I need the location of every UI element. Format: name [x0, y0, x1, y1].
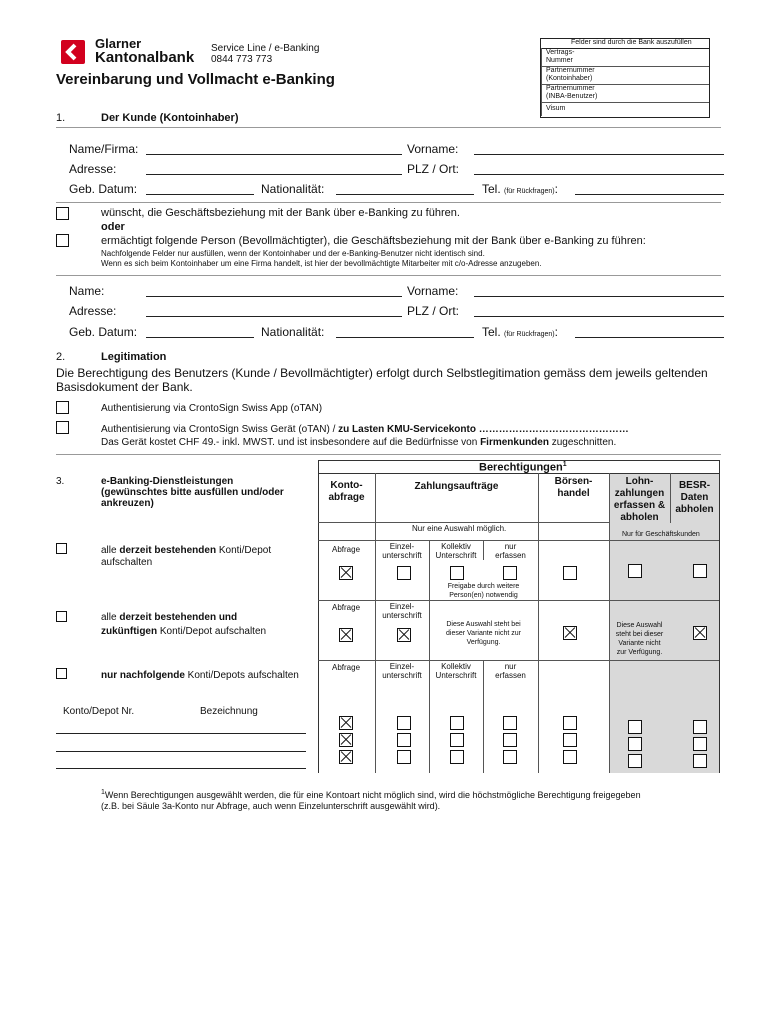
auth-app-text: Authentisierung via CrontoSign Swiss App (oTAN): [101, 403, 323, 414]
opt-current-checkbox[interactable]: [56, 543, 67, 554]
bank-logo: [59, 36, 219, 70]
opt-following-checkbox[interactable]: [56, 668, 67, 679]
proxy-adresse-field[interactable]: [146, 316, 402, 317]
row1-besr-checkbox[interactable]: [693, 564, 707, 578]
bank-box-heading: Felder sind durch die Bank auszufüllen: [571, 39, 692, 46]
row3-einzel: Einzel- unterschrift: [382, 662, 422, 680]
row2-besr-checkbox[interactable]: [693, 626, 707, 640]
name-label: Name/Firma:: [69, 142, 139, 156]
geb-label: Geb. Datum:: [69, 182, 138, 196]
freigabe-note: Freigabe durch weitere Person(en) notwendig: [447, 583, 520, 599]
k3-besr-checkbox[interactable]: [693, 754, 707, 768]
footnote-1: $^1$Wenn Berechtigungen ausgewählt werden, die für eine Kontoart nicht möglich sind, wird die höchstmögliche Berechtigung freigegeben: [101, 789, 641, 800]
section-1-title: Der Kunde (Kontoinhaber): [101, 112, 239, 124]
section-3-title-1: e-Banking-Dienstleistungen: [101, 476, 234, 487]
geb-field[interactable]: [146, 194, 254, 195]
bank-box-row-3: Partnernummer (INBA-Benutzer): [546, 85, 598, 100]
k1-einzel-checkbox[interactable]: [397, 716, 411, 730]
col-zahlung-header: Zahlungsaufträge: [414, 481, 499, 492]
k1-abfrage-checkbox[interactable]: [339, 716, 353, 730]
auth-device-checkbox[interactable]: [56, 421, 69, 434]
plz-label: PLZ / Ort:: [407, 162, 460, 176]
bezeichnung-label: Bezeichnung: [200, 706, 258, 717]
proxy-plz-label: PLZ / Ort:: [407, 304, 460, 318]
bank-box-row-2: Partnernummer (Kontoinhaber): [546, 67, 595, 82]
konto-line-1[interactable]: [56, 733, 306, 734]
bank-box-row-4: Visum: [546, 105, 566, 112]
proxy-vorname-label: Vorname:: [407, 284, 459, 298]
k3-boersen-checkbox[interactable]: [563, 750, 577, 764]
vorname-label: Vorname:: [407, 142, 459, 156]
k2-kollektiv-checkbox[interactable]: [450, 733, 464, 747]
row3-abfrage: Abfrage: [332, 663, 361, 672]
konto-line-3[interactable]: [56, 768, 306, 769]
row1-boersen-checkbox[interactable]: [563, 566, 577, 580]
vorname-field[interactable]: [474, 154, 724, 155]
k3-lohn-checkbox[interactable]: [628, 754, 642, 768]
row1-abfrage-checkbox[interactable]: [339, 566, 353, 580]
konto-nr-label: Konto/Depot Nr.: [63, 706, 135, 717]
option-self-text: wünscht, die Geschäftsbeziehung mit der Bank über e-Banking zu führen.: [101, 207, 460, 219]
col-boersen-header: Börsen- handel: [554, 476, 593, 499]
k1-nur-checkbox[interactable]: [503, 716, 517, 730]
row3-kollektiv: Kollektiv Unterschrift: [435, 662, 477, 680]
row1-nur-checkbox[interactable]: [503, 566, 517, 580]
konto-line-2[interactable]: [56, 751, 306, 752]
row1-kollektiv: Kollektiv Unterschrift: [435, 542, 477, 560]
k2-boersen-checkbox[interactable]: [563, 733, 577, 747]
note-2: Wenn es sich beim Kontoinhaber um eine Firma handelt, ist hier der bevollmächtigte Mitarbeiter mit c/o-Adresse anzugeben.: [101, 259, 542, 268]
plz-field[interactable]: [474, 174, 724, 175]
row3-nur: nur erfassen: [495, 662, 526, 680]
phone-number: 0844 773 773: [211, 54, 273, 65]
opt-current-text-2: aufschalten: [101, 557, 153, 568]
k1-boersen-checkbox[interactable]: [563, 716, 577, 730]
row2-abfrage-checkbox[interactable]: [339, 628, 353, 642]
section-1-number: 1.: [56, 112, 66, 124]
tel-label: Tel. (für Rückfragen):: [482, 182, 558, 196]
proxy-nat-label: Nationalität:: [261, 325, 325, 339]
section-2-number: 2.: [56, 351, 66, 363]
k2-nur-checkbox[interactable]: [503, 733, 517, 747]
logo-text-1: Glarner: [95, 36, 142, 51]
legitimation-text-1: Die Berechtigung des Benutzers (Kunde / Bevollmächtigter) erfolgt durch Selbstlegitimation gemäss dem jeweils geltenden: [56, 366, 708, 380]
auth-device-text: Authentisierung via CrontoSign Swiss Gerät (oTAN) / zu Lasten KMU-Servicekonto ………………………………………: [101, 424, 629, 435]
note-1: Nachfolgende Felder nur ausfüllen, wenn der Kontoinhaber und der e-Banking-Benutzer nicht identisch sind.: [101, 249, 485, 258]
nur-eine-note: Nur eine Auswahl möglich.: [412, 524, 507, 533]
row2-boersen-checkbox[interactable]: [563, 626, 577, 640]
k3-nur-checkbox[interactable]: [503, 750, 517, 764]
k3-abfrage-checkbox[interactable]: [339, 750, 353, 764]
section-2-title: Legitimation: [101, 351, 167, 363]
adresse-field[interactable]: [146, 174, 402, 175]
k3-einzel-checkbox[interactable]: [397, 750, 411, 764]
col-konto-header: Konto- abfrage: [328, 480, 365, 503]
col-lohn-header: Lohn- zahlungen erfassen & abholen: [613, 476, 666, 523]
logo-icon: [59, 38, 87, 66]
row1-abfrage: Abfrage: [332, 545, 361, 554]
row1-einzel: Einzel- unterschrift: [382, 542, 422, 560]
proxy-geb-label: Geb. Datum:: [69, 325, 138, 339]
k2-besr-checkbox[interactable]: [693, 737, 707, 751]
proxy-tel-field[interactable]: [575, 337, 724, 338]
row2-einzel: Einzel- unterschrift: [382, 602, 422, 620]
oder-text: oder: [101, 221, 125, 233]
row2-lohn-not-available: Diese Auswahl steht bei dieser Variante nicht zur Verfügung.: [615, 622, 664, 656]
bank-box-row-1: Vertrags- Nummer: [546, 49, 575, 64]
k1-besr-checkbox[interactable]: [693, 720, 707, 734]
option-self-checkbox[interactable]: [56, 207, 69, 220]
opt-following-text: nur nachfolgende Konti/Depots aufschalten: [101, 670, 299, 681]
k3-kollektiv-checkbox[interactable]: [450, 750, 464, 764]
opt-current-text: alle derzeit bestehenden Konti/Depot: [101, 545, 272, 556]
opt-future-checkbox[interactable]: [56, 611, 67, 622]
opt-future-text-2: zukünftigen Konti/Depot aufschalten: [101, 626, 267, 637]
option-proxy-text: ermächtigt folgende Person (Bevollmächtigter), die Geschäftsbeziehung mit der Bank über e-Banking zu führen:: [101, 235, 646, 247]
k2-lohn-checkbox[interactable]: [628, 737, 642, 751]
opt-future-text: alle derzeit bestehenden und: [101, 612, 238, 623]
proxy-nat-field[interactable]: [336, 337, 474, 338]
row1-einzel-checkbox[interactable]: [397, 566, 411, 580]
section-3-title-3: ankreuzen): [101, 498, 154, 509]
name-field[interactable]: [146, 154, 402, 155]
col-besr-header: BESR- Daten abholen: [675, 480, 714, 515]
nat-field[interactable]: [336, 194, 474, 195]
logo-text-2: Kantonalbank: [95, 49, 195, 66]
bank-only-box: [540, 38, 710, 118]
row2-einzel-checkbox[interactable]: [397, 628, 411, 642]
proxy-geb-field[interactable]: [146, 337, 254, 338]
auth-app-checkbox[interactable]: [56, 401, 69, 414]
row1-nur: nur erfassen: [495, 542, 526, 560]
k1-lohn-checkbox[interactable]: [628, 720, 642, 734]
row2-abfrage: Abfrage: [332, 603, 361, 612]
nat-label: Nationalität:: [261, 182, 325, 196]
k1-kollektiv-checkbox[interactable]: [450, 716, 464, 730]
tel-field[interactable]: [575, 194, 724, 195]
auth-device-text-2: Das Gerät kostet CHF 49.- inkl. MWST. und ist insbesondere auf die Bedürfnisse von Firmenkunden zugeschnitten.: [101, 437, 617, 448]
row2-not-available: Diese Auswahl steht bei dieser Variante nicht zur Verfügung.: [446, 621, 521, 646]
section-3-number: 3.: [56, 476, 65, 487]
proxy-name-field[interactable]: [146, 296, 402, 297]
row1-lohn-checkbox[interactable]: [628, 564, 642, 578]
section-3-title-2: (gewünschtes bitte ausfüllen und/oder: [101, 487, 284, 498]
berechtigungen-header: Berechtigungen$^1$: [479, 461, 567, 474]
footnote-2: (z.B. bei Säule 3a-Konto nur Abfrage, auch wenn Einzelunterschrift ausgewählt wird).: [101, 801, 441, 811]
proxy-vorname-field[interactable]: [474, 296, 724, 297]
adresse-label: Adresse:: [69, 162, 117, 176]
proxy-adresse-label: Adresse:: [69, 304, 117, 318]
proxy-name-label: Name:: [69, 284, 105, 298]
k2-einzel-checkbox[interactable]: [397, 733, 411, 747]
option-proxy-checkbox[interactable]: [56, 234, 69, 247]
k2-abfrage-checkbox[interactable]: [339, 733, 353, 747]
proxy-plz-field[interactable]: [474, 316, 724, 317]
row1-kollektiv-checkbox[interactable]: [450, 566, 464, 580]
nur-geschaeftskunden-note: Nur für Geschäftskunden: [622, 531, 700, 538]
proxy-tel-label: Tel. (für Rückfragen):: [482, 325, 558, 339]
legitimation-text-2: Basisdokument der Bank.: [56, 380, 193, 394]
page-title: Vereinbarung und Vollmacht e-Banking: [56, 71, 335, 88]
service-line: Service Line / e-Banking: [211, 43, 320, 54]
